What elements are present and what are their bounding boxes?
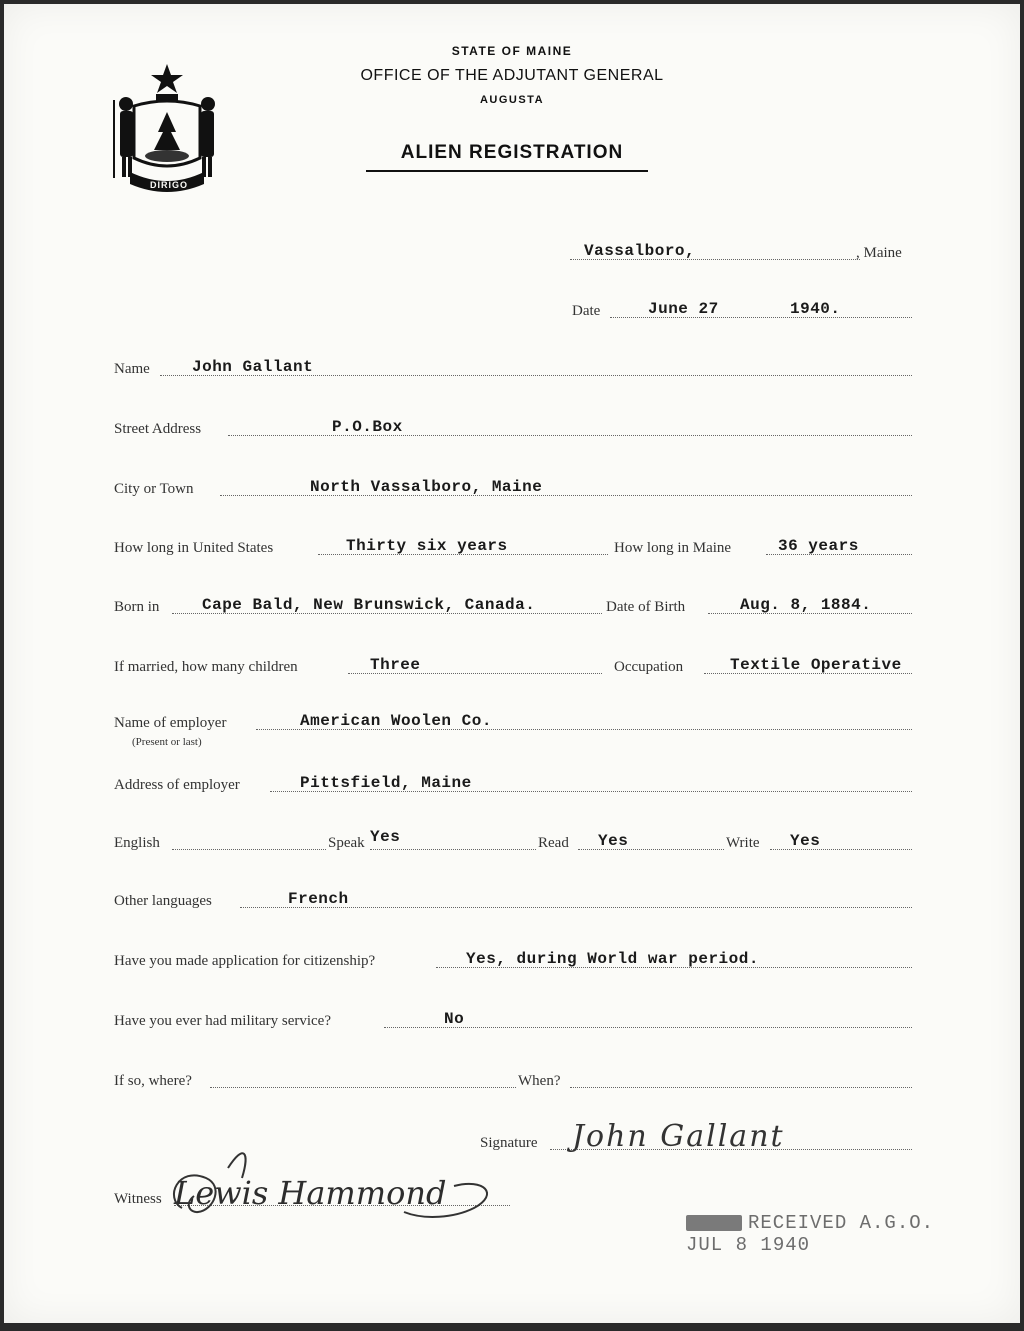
date-month-day: June 27 <box>648 300 719 318</box>
employer-address-value: Pittsfield, Maine <box>300 774 472 792</box>
witness-signature-handwritten: Lewis Hammond <box>174 1174 447 1212</box>
children-label: If married, how many children <box>114 659 298 675</box>
city-value: North Vassalboro, Maine <box>310 478 543 496</box>
stamp-ink-blot <box>686 1215 742 1231</box>
how-long-us-value: Thirty six years <box>346 537 508 555</box>
place-suffix: , Maine <box>856 245 902 261</box>
name-label: Name <box>114 361 150 377</box>
row-street <box>114 414 914 444</box>
citizenship-label: Have you made application for citizenship? <box>114 953 376 969</box>
occupation-value: Textile Operative <box>730 656 902 674</box>
row-citizenship <box>114 946 914 976</box>
english-line <box>172 849 326 850</box>
where-label: If so, where? <box>114 1073 192 1089</box>
signature-label: Signature <box>480 1135 538 1151</box>
stamp-text: RECEIVED A.G.O. JUL 8 1940 <box>686 1212 935 1256</box>
row-date <box>114 296 914 326</box>
how-long-us-label: How long in United States <box>114 540 274 556</box>
military-label: Have you ever had military service? <box>114 1013 331 1029</box>
street-value: P.O.Box <box>332 418 403 436</box>
header-state: STATE OF MAINE <box>451 44 573 58</box>
military-value: No <box>444 1010 465 1028</box>
english-label: English <box>114 835 160 851</box>
date-label: Date <box>572 303 601 319</box>
row-children <box>114 652 914 682</box>
how-long-me-value: 36 years <box>778 537 859 555</box>
row-employer <box>114 708 914 748</box>
seal-motto: DIRIGO <box>150 180 189 190</box>
street-label: Street Address <box>114 421 202 437</box>
row-born <box>114 592 914 622</box>
witness-label: Witness <box>114 1191 162 1207</box>
born-label: Born in <box>114 599 160 615</box>
speak-label: Speak <box>328 835 365 851</box>
row-how-long <box>114 533 914 563</box>
row-employer-address <box>114 770 914 800</box>
employer-value: American Woolen Co. <box>300 712 492 730</box>
signature-handwritten: John Gallant <box>572 1119 785 1154</box>
children-value: Three <box>370 656 421 674</box>
header-city: AUGUSTA <box>479 94 545 106</box>
row-signature <box>480 1119 914 1158</box>
row-place <box>114 238 914 268</box>
write-label: Write <box>726 835 760 851</box>
title-underline <box>366 170 648 172</box>
where-line <box>210 1087 516 1088</box>
street-line <box>228 435 912 436</box>
row-name <box>114 354 914 384</box>
employer-label: Name of employer <box>114 715 227 731</box>
dob-value: Aug. 8, 1884. <box>740 596 872 614</box>
born-value: Cape Bald, New Brunswick, Canada. <box>202 596 536 614</box>
form-title: ALIEN REGISTRATION <box>400 142 624 163</box>
when-line <box>570 1087 912 1088</box>
when-label: When? <box>518 1073 561 1089</box>
row-military <box>114 1006 914 1036</box>
speak-line <box>370 849 536 850</box>
employer-address-label: Address of employer <box>114 777 240 793</box>
read-value: Yes <box>598 832 629 850</box>
other-languages-label: Other languages <box>114 893 212 909</box>
citizenship-value: Yes, during World war period. <box>466 950 759 968</box>
row-english <box>114 828 914 858</box>
city-label: City or Town <box>114 481 194 497</box>
row-city <box>114 474 914 504</box>
header-office: OFFICE OF THE ADJUTANT GENERAL <box>360 67 664 84</box>
dob-label: Date of Birth <box>606 599 686 615</box>
occupation-label: Occupation <box>614 659 684 675</box>
row-where <box>114 1066 914 1096</box>
read-label: Read <box>538 835 569 851</box>
how-long-me-label: How long in Maine <box>614 540 732 556</box>
write-value: Yes <box>790 832 821 850</box>
place-value: Vassalboro, <box>584 242 696 260</box>
witness-flourish-icon <box>154 1138 514 1228</box>
other-languages-value: French <box>288 890 349 908</box>
name-value: John Gallant <box>192 358 314 376</box>
registration-form-page <box>4 4 1020 1323</box>
speak-value: Yes <box>370 828 401 846</box>
employer-sublabel: (Present or last) <box>132 736 202 748</box>
row-other-languages <box>114 886 914 916</box>
received-stamp <box>686 1212 946 1256</box>
date-year: 1940. <box>790 300 841 318</box>
